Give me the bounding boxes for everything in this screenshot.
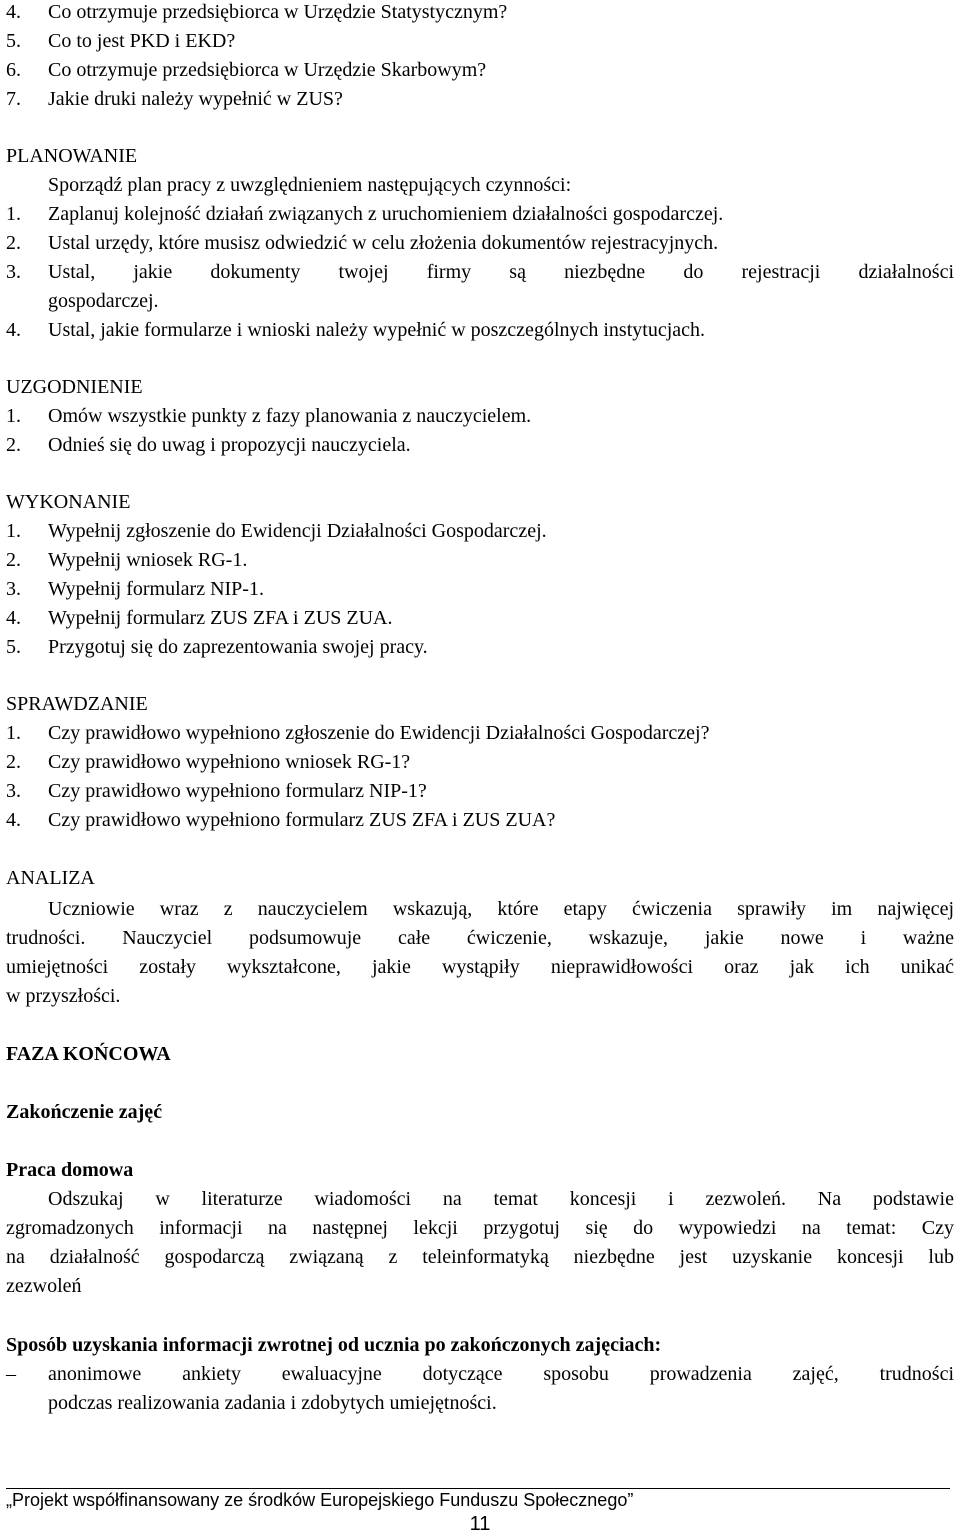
- section-heading-praca-domowa: Praca domowa: [6, 1159, 134, 1181]
- document-page: 4. Co otrzymuje przedsiębiorca w Urzędzie Statystycznym? 5. Co to jest PKD i EKD? 6. Co otrzymuje przedsiębiorca w Urzędzie Skarbowym? 7. Jakie druki należy wypełnić w ZUS? PLANOWANIE Sporządź plan pracy z uwzględnieniem następujących czynności: 1. Zaplanuj kolejność działań związanych z uruchomieniem działalności gospodarczej. 2. Ustal urzędy, które musisz odwiedzić w celu złożenia dokumentów rejestracyjnych. 3. Ustal, jakie dokumenty twojej firmy są niezbędne do rejestracji działalności gospodarczej. 4. Ustal, jakie formularze i wnioski należy wypełnić w poszczególnych instytucjach. UZGODNIENIE 1. Omów wszystkie punkty z fazy planowania z nauczycielem. 2. Odnieś się do uwag i propozycji nauczyciela. WYKONANIE 1. Wypełnij zgłoszenie do Ewidencji Działalności Gospodarczej. 2. Wypełnij wniosek RG-1. 3. Wypełnij formularz NIP-1. 4. Wypełnij formularz ZUS ZFA i ZUS ZUA. 5. Przygotuj się do zaprezentowania swojej pracy. SPRAWDZANIE 1. Czy prawidłowo wypełniono zgłoszenie do Ewidencji Działalności Gospodarczej? 2. Czy prawidłowo wypełniono wniosek RG-1? 3. Czy prawidłowo wypełniono formularz NIP-1? 4. Czy prawidłowo wypełniono formularz ZUS ZFA i ZUS ZUA? ANALIZA Uczniowie wraz z nauczycielem wskazują, które etapy ćwiczenia sprawiły im najwięcej trudności. Nauczyciel podsumowuje całe ćwiczenie, wskazuje, jakie nowe i ważne umiejętności zostały wykształcone, jakie wystąpiły nieprawidłowości oraz jak ich unikać w przyszłości. FAZA KOŃCOWA Zakończenie zajęć Praca domowa Odszukaj w literaturze wiadomości na temat koncesji i zezwoleń. Na podstawie zgromadzonych informacji na następnej lekcji przygotuj się do wypowiedzi na temat: Czy na działalność gospodarczą związaną z teleinformatyką niezbędne jest uzyskanie koncesji lub zezwoleń Sposób uzyskania informacji zwrotnej od ucznia po zakończonych zajęciach: – anonimowe ankiety ewaluacyjne dotyczące sposobu prowadzenia zajęć, trudności podczas realizowania zadania i zdobytych umiejętności. „Projekt współfinansowany ze środków Europejskiego Funduszu Społecznego” 11: [0, 0, 960, 1537]
- section-heading-zakonczenie: Zakończenie zajęć: [6, 1101, 163, 1123]
- section-heading-analiza: ANALIZA: [6, 867, 95, 889]
- dash-bullet: –: [6, 1363, 16, 1385]
- paragraph-line: zezwoleń: [6, 1275, 82, 1297]
- section-heading-sposob: Sposób uzyskania informacji zwrotnej od ucznia po zakończonych zajęciach:: [6, 1334, 662, 1356]
- planowanie-intro: Sporządź plan pracy z uwzględnieniem następujących czynności:: [48, 174, 572, 196]
- section-heading-planowanie: PLANOWANIE: [6, 145, 138, 167]
- section-heading-uzgodnienie: UZGODNIENIE: [6, 376, 143, 398]
- paragraph-line: zgromadzonych informacji na następnej lekcji przygotuj się do wypowiedzi na temat: Czy: [6, 1217, 954, 1239]
- section-heading-faza-koncowa: FAZA KOŃCOWA: [6, 1043, 171, 1065]
- list-item-text-continued: gospodarczej.: [48, 290, 159, 312]
- paragraph-line: na działalność gospodarczą związaną z teleinformatyką niezbędne jest uzyskanie koncesji lub: [6, 1246, 954, 1268]
- page-footer: „Projekt współfinansowany ze środków Europejskiego Funduszu Społecznego”: [6, 1488, 950, 1511]
- page-number: 11: [469, 1513, 491, 1535]
- bullet-text: anonimowe ankiety ewaluacyjne dotyczące sposobu prowadzenia zajęć, trudności: [48, 1363, 954, 1385]
- paragraph-line: Odszukaj w literaturze wiadomości na temat koncesji i zezwoleń. Na podstawie: [48, 1188, 954, 1210]
- section-heading-wykonanie: WYKONANIE: [6, 491, 131, 513]
- paragraph-line: Uczniowie wraz z nauczycielem wskazują, które etapy ćwiczenia sprawiły im najwięcej: [48, 898, 954, 920]
- bullet-text-continued: podczas realizowania zadania i zdobytych umiejętności.: [48, 1392, 497, 1414]
- paragraph-line: umiejętności zostały wykształcone, jakie wystąpiły nieprawidłowości oraz jak ich unikać: [6, 956, 954, 978]
- list-item-text: Ustal, jakie dokumenty twojej firmy są niezbędne do rejestracji działalności: [48, 261, 954, 283]
- section-heading-sprawdzanie: SPRAWDZANIE: [6, 693, 148, 715]
- paragraph-line: trudności. Nauczyciel podsumowuje całe ćwiczenie, wskazuje, jakie nowe i ważne: [6, 927, 954, 949]
- paragraph-line: w przyszłości.: [6, 985, 121, 1007]
